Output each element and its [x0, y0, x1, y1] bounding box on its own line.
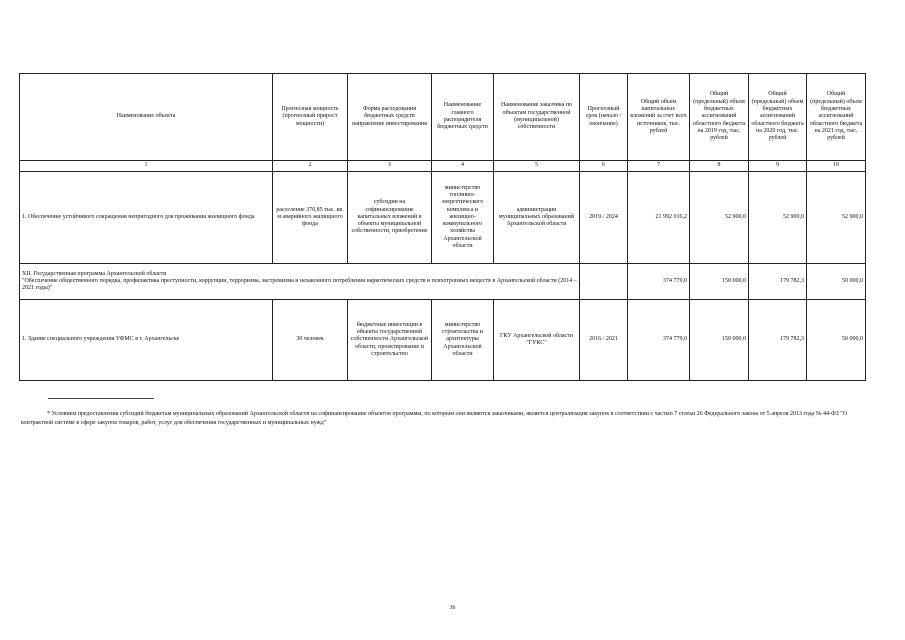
row-budget-manager: министерство топливно-энергетического комплекса и жилищно-коммунального хозяйства Архангельской области	[432, 172, 494, 264]
row-object-name: 1. Здание специального учреждения УФМС в г. Архангельске	[20, 300, 273, 381]
row-budget-2020: 179 782,3	[749, 264, 807, 300]
program-section-name: "Обеспечение общественного порядка, профилактика преступности, коррупции, терроризма, экстремизма и незаконного потребления наркотических средств и психотропных веществ в Архангельской области (2014 – 2021 годы)"	[22, 277, 577, 292]
row-budget-2020: 52 900,0	[749, 172, 807, 264]
program-section-cell	[20, 264, 580, 300]
row-budget-2021: 50 000,0	[807, 300, 866, 381]
column-number: 6	[580, 161, 628, 172]
program-section-title: XII. Государственная программа Архангельской области	[22, 270, 167, 277]
header-spending-form: Форма расходования бюджетных средств направление инвестирования	[348, 74, 432, 161]
row-total-investment: 21 992 016,2	[628, 172, 690, 264]
column-number: 5	[494, 161, 580, 172]
column-number: 9	[749, 161, 807, 172]
column-number: 8	[690, 161, 749, 172]
header-budget-manager: Наименование главного распорядителя бюджетных средств	[432, 74, 494, 161]
column-number: 1	[20, 161, 273, 172]
table-header-row	[20, 74, 866, 161]
row-budget-2021: 52 900,0	[807, 172, 866, 264]
header-object-name: Наименование объекта	[20, 74, 273, 161]
row-budget-2020: 179 782,3	[749, 300, 807, 381]
footnote-separator	[48, 398, 154, 399]
header-capacity: Прогнозная мощность (прогнозный прирост мощности)	[273, 74, 348, 161]
column-number: 7	[628, 161, 690, 172]
row-budget-manager: министерство строительства и архитектуры Архангельской области	[432, 300, 494, 381]
header-term: Прогнозный срок (начало / окончание)	[580, 74, 628, 161]
page-number: 36	[449, 605, 456, 611]
row-spending-form: субсидии на софинансирование капитальных вложений в объекты муниципальной собственности, приобретение	[348, 172, 432, 264]
row-capacity: 30 человек	[273, 300, 348, 381]
column-number-row	[20, 161, 866, 172]
header-budget-2021: Общий (предельный) объем бюджетных ассигнований областного бюджета на 2021 год, тыс. рублей	[807, 74, 866, 161]
row-customer: администрации муниципальных образований Архангельской области	[494, 172, 580, 264]
header-budget-2020: Общий (предельный) объем бюджетных ассигнований областного бюджета на 2020 год, тыс. рублей	[749, 74, 807, 161]
row-term: 2019 / 2024	[580, 172, 628, 264]
header-customer: Наименование заказчика по объектам государственной (муниципальной) собственности	[494, 74, 580, 161]
column-number: 10	[807, 161, 866, 172]
row-budget-2019: 150 000,0	[690, 300, 749, 381]
row-term: 2016 / 2021	[580, 300, 628, 381]
row-object-name: 1. Обеспечение устойчивого сокращения непригодного для проживания жилищного фонда	[20, 172, 273, 264]
table-row-ufms-building	[20, 300, 866, 381]
row-budget-2021: 50 000,0	[807, 264, 866, 300]
column-number: 2	[273, 161, 348, 172]
footnote-text: * Условием предоставления субсидий бюджетам муниципальных образований Архангельской области на софинансирование объектов программы, по которым они являются заказчиками, является централизация закупок в соответствии с частью 7 статьи 26 Федерального закона от 5 апреля 2013 года № 44-ФЗ "О контрактной системе в сфере закупок товаров, работ, услуг для обеспечения государственных и муниципальных нужд"	[21, 411, 848, 426]
capital-investment-table	[19, 73, 866, 381]
table-row-program-section	[20, 264, 866, 300]
row-spending-form: бюджетные инвестиции в объекты государственной собственности Архангельской области, проектирование и строительство	[348, 300, 432, 381]
row-customer: ГКУ Архангельской области "ГУКС"	[494, 300, 580, 381]
row-term-empty	[580, 264, 628, 300]
row-capacity: расселение 370,85 тыс. кв. м аварийного жилищного фонда	[273, 172, 348, 264]
row-budget-2019: 52 900,0	[690, 172, 749, 264]
header-budget-2019: Общий (предельный) объем бюджетных ассигнований областного бюджета на 2019 год, тыс. рублей	[690, 74, 749, 161]
row-total-investment: 374 779,0	[628, 300, 690, 381]
column-number: 4	[432, 161, 494, 172]
column-number: 3	[348, 161, 432, 172]
table-row-housing	[20, 172, 866, 264]
header-total-investment: Общий объем капитальных вложений за счет всех источников, тыс. рублей	[628, 74, 690, 161]
row-total-investment: 374 779,0	[628, 264, 690, 300]
row-budget-2019: 150 000,0	[690, 264, 749, 300]
